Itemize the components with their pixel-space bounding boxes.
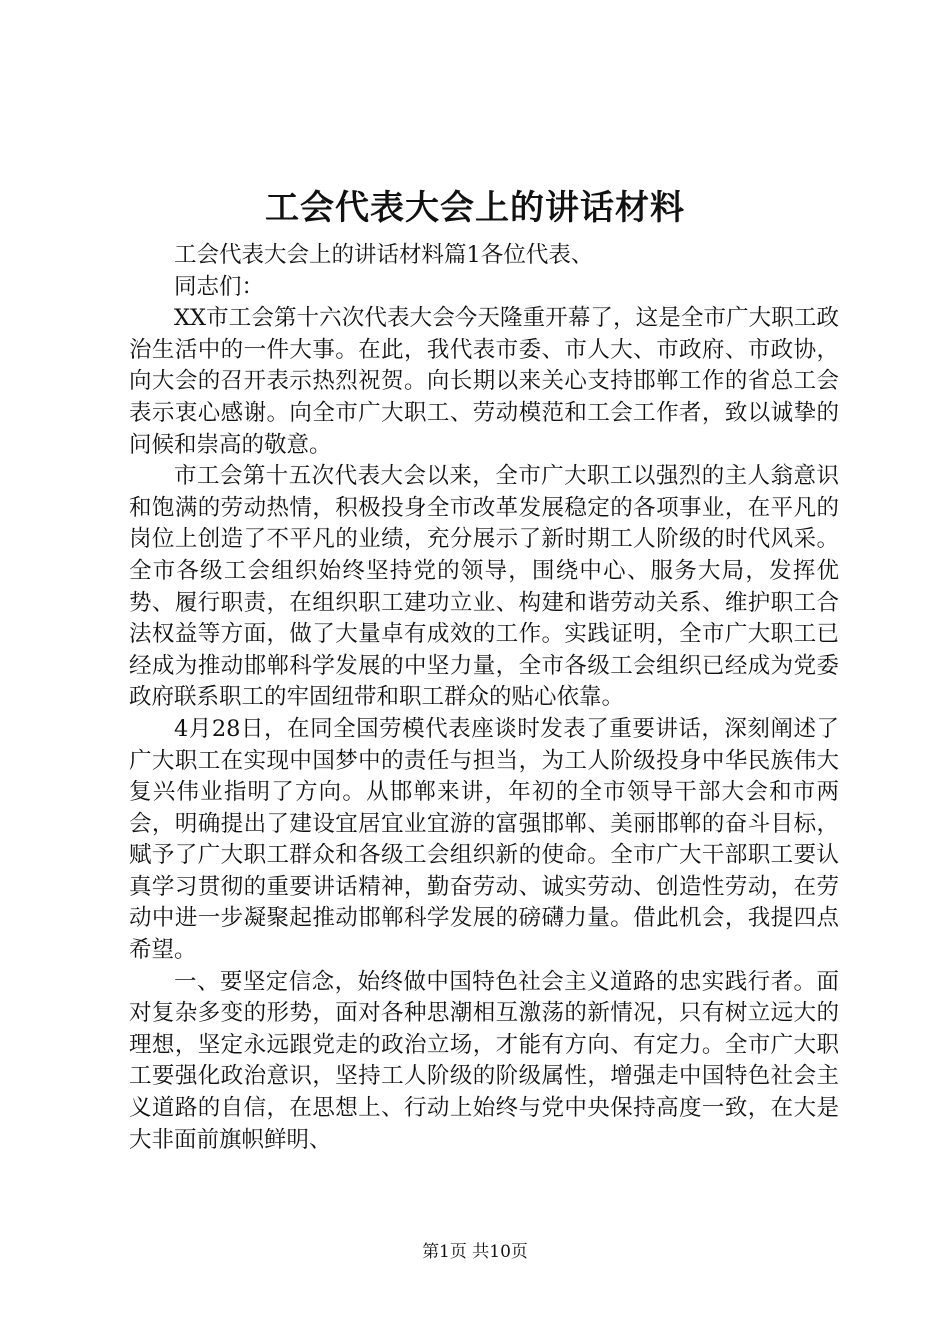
paragraph: XX市工会第十六次代表大会今天隆重开幕了，这是全市广大职工政治生活中的一件大事。在此，我代表市委、市人大、市政府、市政协，向大会的召开表示热烈祝贺。向长期以来关心支持邯郸工作的省总工会表示衷心感谢。向全市广大职工、劳动模范和工会工作者，致以诚挚的问候和崇高的敬意。 [129, 305, 839, 458]
document-title: 工会代表大会上的讲话材料 [265, 188, 685, 228]
paragraph: 4月28日，在同全国劳模代表座谈时发表了重要讲话，深刻阐述了广大职工在实现中国梦中的责任与担当，为工人阶级投身中华民族伟大复兴伟业指明了方向。从邯郸来讲，年初的全市领导干部大会和市两会，明确提出了建设宜居宜业宜游的富强邯郸、美丽邯郸的奋斗目标，赋予了广大职工群众和各级工会组织新的使命。全市广大干部职工要认真学习贯彻的重要讲话精神，勤奋劳动、诚实劳动、创造性劳动，在劳动中进一步凝聚起推动邯郸科学发展的磅礴力量。借此机会，我提四点希望。 [129, 715, 839, 964]
page-number-footer: 第1页 共10页 [422, 1242, 528, 1262]
paragraph: 工会代表大会上的讲话材料篇1各位代表、 [174, 242, 594, 268]
document-body [129, 240, 839, 1156]
paragraph: 同志们： [174, 273, 265, 300]
paragraph: 一、要坚定信念，始终做中国特色社会主义道路的忠实践行者。面对复杂多变的形势，面对各种思潮相互激荡的新情况，只有树立远大的理想，坚定永远跟党走的政治立场，才能有方向、有定力。全市广大职工要强化政治意识，坚持工人阶级的阶级属性，增强走中国特色社会主义道路的自信，在思想上、行动上始终与党中央保持高度一致，在大是大非面前旗帜鲜明、 [129, 968, 839, 1153]
paragraph: 市工会第十五次代表大会以来，全市广大职工以强烈的主人翁意识和饱满的劳动热情，积极投身全市改革发展稳定的各项事业，在平凡的岗位上创造了不平凡的业绩，充分展示了新时期工人阶级的时代风采。全市各级工会组织始终坚持党的领导，围绕中心、服务大局，发挥优势、履行职责，在组织职工建功立业、构建和谐劳动关系、维护职工合法权益等方面，做了大量卓有成效的工作。实践证明，全市广大职工已经成为推动邯郸科学发展的中坚力量，全市各级工会组织已经成为党委政府联系职工的牢固纽带和职工群众的贴心依靠。 [129, 463, 839, 711]
